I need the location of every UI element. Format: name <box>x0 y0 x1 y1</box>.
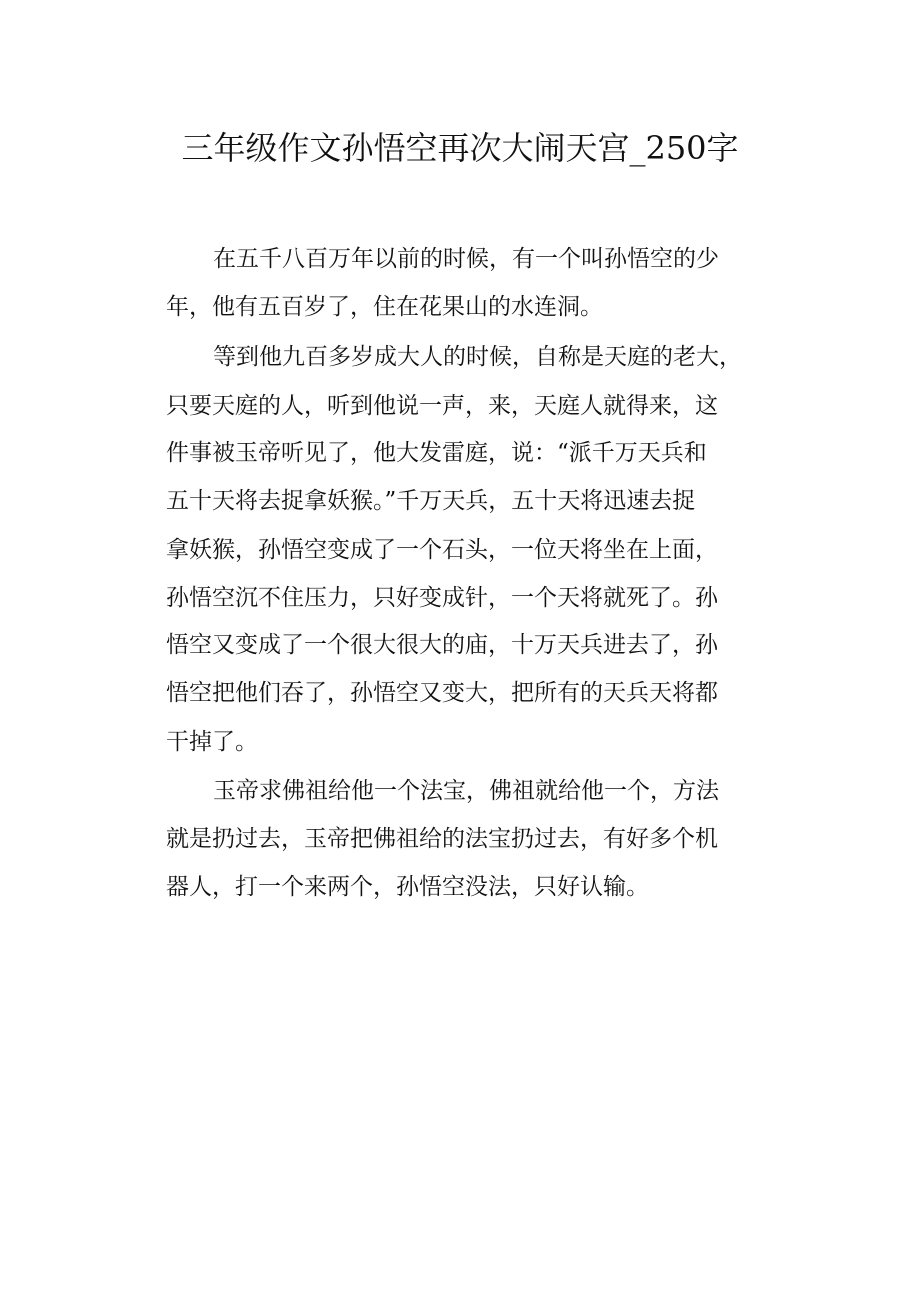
text-line: 孙悟空沉不住压力，只好变成针，一个天将就死了。孙 <box>166 585 718 611</box>
text-line: 等到他九百多岁成大人的时候，自称是天庭的老大， <box>213 344 742 370</box>
text-line: 悟空把他们吞了，孙悟空又变大，把所有的天兵天将都 <box>166 680 718 706</box>
text-line: 年，他有五百岁了，住在花果山的水连洞。 <box>166 294 603 320</box>
text-line: 玉帝求佛祖给他一个法宝，佛祖就给他一个，方法 <box>213 778 719 804</box>
text-line: 器人，打一个来两个，孙悟空没法，只好认输。 <box>166 874 649 900</box>
document-title: 三年级作文孙悟空再次大闹天宫_250字 <box>181 129 739 167</box>
text-line: 五十天将去捉拿妖猴。”千万天兵，五十天将迅速去捉 <box>166 488 696 514</box>
text-line: 悟空又变成了一个很大很大的庙，十万天兵进去了，孙 <box>166 632 718 658</box>
text-line: 拿妖猴，孙悟空变成了一个石头，一位天将坐在上面， <box>166 537 718 563</box>
text-line: 只要天庭的人，听到他说一声，来，天庭人就得来，这 <box>166 393 718 419</box>
text-line: 件事被玉帝听见了，他大发雷庭，说：“派千万天兵和 <box>166 440 707 466</box>
text-line: 就是扔过去，玉帝把佛祖给的法宝扔过去，有好多个机 <box>166 826 718 852</box>
text-line: 干掉了。 <box>166 729 258 755</box>
text-line: 在五千八百万年以前的时候，有一个叫孙悟空的少 <box>213 246 719 272</box>
